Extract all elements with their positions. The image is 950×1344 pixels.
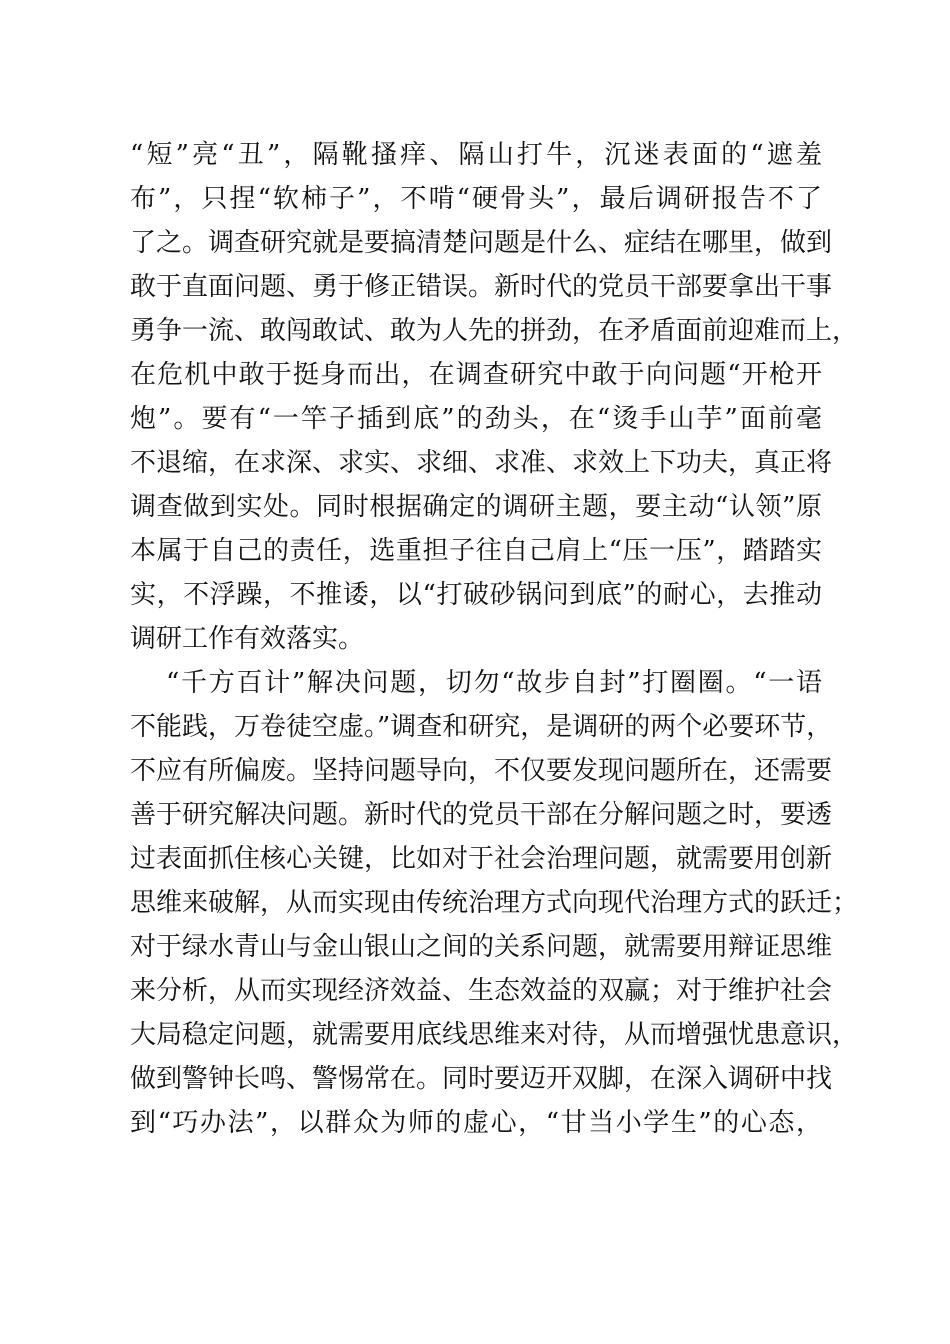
text-line-12: 调研工作有效落实。	[130, 624, 365, 654]
text-line-19: 对于绿水青山与金山银山之间的关系问题，就需要用辩证思维	[130, 932, 833, 962]
text-line-17: 过表面抓住核心关键，比如对于社会治理问题，就需要用创新	[130, 844, 833, 874]
text-line-2: 布”，只捏“软柿子”，不啃“硬骨头”，最后调研报告不了	[130, 184, 822, 214]
text-line-22: 做到警钟长鸣、警惕常在。同时要迈开双脚，在深入调研中找	[130, 1064, 833, 1094]
text-line-8: 不退缩，在求深、求实、求细、求准、求效上下功夫，真正将	[130, 448, 833, 478]
text-line-6: 在危机中敢于挺身而出，在调查研究中敢于向问题“开枪开	[130, 360, 822, 390]
text-line-11: 实，不浮躁，不推诿，以“打破砂锅问到底”的耐心，去推动	[130, 580, 822, 610]
text-line-5: 勇争一流、敢闯敢试、敢为人先的拼劲，在矛盾面前迎难而上，	[130, 316, 859, 346]
text-line-16: 善于研究解决问题。新时代的党员干部在分解问题之时，要透	[130, 800, 833, 830]
text-line-1: “短”亮“丑”，隔靴搔痒、隔山打牛，沉迷表面的“遮羞	[130, 140, 822, 170]
text-line-4: 敢于直面问题、勇于修正错误。新时代的党员干部要拿出干事	[130, 272, 833, 302]
text-line-18: 思维来破解，从而实现由传统治理方式向现代治理方式的跃迁；	[130, 888, 859, 918]
text-line-15: 不应有所偏废。坚持问题导向，不仅要发现问题所在，还需要	[130, 756, 833, 786]
text-line-10: 本属于自己的责任，选重担子往自己肩上“压一压”，踏踏实	[130, 536, 822, 566]
text-line-21: 大局稳定问题，就需要用底线思维来对待，从而增强忧患意识，	[130, 1020, 859, 1050]
text-line-13: “千方百计”解决问题，切勿“故步自封”打圈圈。“一语	[166, 668, 822, 698]
text-line-9: 调查做到实处。同时根据确定的调研主题，要主动“认领”原	[130, 492, 822, 522]
text-line-20: 来分析，从而实现经济效益、生态效益的双赢；对于维护社会	[130, 976, 833, 1006]
text-line-14: 不能践，万卷徒空虚。”调查和研究，是调研的两个必要环节，	[130, 712, 833, 742]
text-line-3: 了之。调查研究就是要搞清楚问题是什么、症结在哪里，做到	[130, 228, 833, 258]
text-line-7: 炮”。要有“一竿子插到底”的劲头，在“烫手山芋”面前毫	[130, 404, 822, 434]
text-line-23: 到“巧办法”，以群众为师的虚心，“甘当小学生”的心态，	[130, 1108, 822, 1138]
